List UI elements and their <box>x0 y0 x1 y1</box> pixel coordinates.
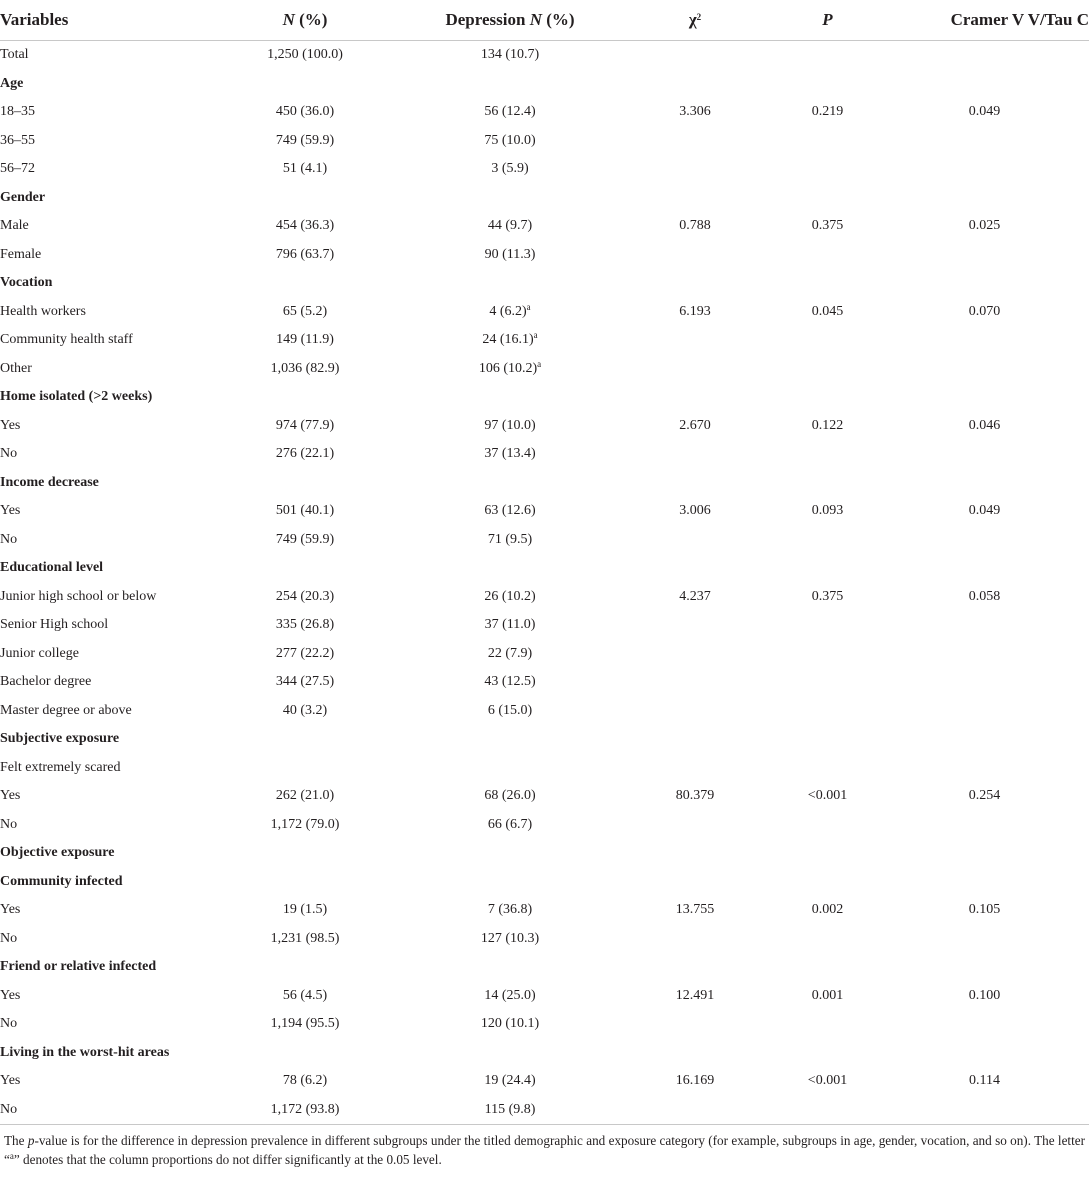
cell-depression: 68 (26.0) <box>484 788 536 804</box>
section-header-row <box>0 469 1089 498</box>
table-row <box>0 668 1089 697</box>
cell-chi-square <box>615 1096 775 1125</box>
cell-cramer-v <box>880 811 1089 840</box>
cell-n-pct <box>205 754 405 783</box>
cell-chi-square: 3.006 <box>679 503 711 519</box>
cell-chi-square <box>615 269 775 298</box>
cell-p-value: <0.001 <box>807 1073 848 1089</box>
footnote-marker: a <box>526 301 531 312</box>
header-n-pct: N (%) <box>205 0 405 41</box>
cell-variable: Age <box>0 75 24 91</box>
cell-n-pct <box>205 953 405 982</box>
cell-chi-square: 4.237 <box>679 588 711 604</box>
cell-variable: Bachelor degree <box>0 674 92 690</box>
cell-depression <box>405 1039 615 1068</box>
cell-n-pct: 749 (59.9) <box>275 132 335 148</box>
cell-n-pct: 51 (4.1) <box>282 161 328 177</box>
table-row <box>0 298 1089 327</box>
cell-p-value: 0.045 <box>811 303 844 319</box>
cell-cramer-v <box>880 554 1089 583</box>
header-row <box>0 0 1089 41</box>
section-header-row <box>0 839 1089 868</box>
cell-depression: 7 (36.8) <box>487 902 533 918</box>
cell-depression: 120 (10.1) <box>480 1016 540 1032</box>
cell-p-value: <0.001 <box>807 788 848 804</box>
cell-p-value: 0.002 <box>811 902 844 918</box>
cell-cramer-v: 0.049 <box>968 104 1001 120</box>
cell-chi-square: 12.491 <box>675 987 715 1003</box>
cell-variable: Yes <box>0 987 21 1003</box>
cell-depression: 43 (12.5) <box>484 674 536 690</box>
cell-n-pct: 56 (4.5) <box>282 987 328 1003</box>
cell-cramer-v <box>880 611 1089 640</box>
cell-chi-square <box>615 754 775 783</box>
table-row <box>0 212 1089 241</box>
section-header-row <box>0 70 1089 99</box>
cell-cramer-v: 0.254 <box>968 788 1001 804</box>
cell-p-value <box>775 925 880 954</box>
table-row <box>0 782 1089 811</box>
cell-variable: Living in the worst-hit areas <box>0 1044 170 1060</box>
cell-variable: Objective exposure <box>0 845 115 861</box>
cell-p-value <box>775 70 880 99</box>
cell-chi-square: 13.755 <box>675 902 715 918</box>
cell-p-value <box>775 326 880 355</box>
cell-variable: Yes <box>0 503 21 519</box>
cell-n-pct: 254 (20.3) <box>275 588 335 604</box>
cell-cramer-v: 0.100 <box>968 987 1001 1003</box>
cell-variable: Community health staff <box>0 332 133 348</box>
cell-n-pct: 78 (6.2) <box>282 1073 328 1089</box>
cell-n-pct: 450 (36.0) <box>275 104 335 120</box>
cell-variable: Other <box>0 360 32 376</box>
cell-cramer-v <box>880 526 1089 555</box>
cell-n-pct: 1,172 (79.0) <box>270 816 340 832</box>
cell-cramer-v <box>880 868 1089 897</box>
cell-n-pct <box>205 70 405 99</box>
table-row <box>0 497 1089 526</box>
cell-variable: Master degree or above <box>0 702 132 718</box>
table-row <box>0 412 1089 441</box>
cell-n-pct: 335 (26.8) <box>275 617 335 633</box>
cell-p-value <box>775 269 880 298</box>
cell-depression: 75 (10.0) <box>484 132 536 148</box>
cell-chi-square <box>615 839 775 868</box>
cell-p-value <box>775 1096 880 1125</box>
cell-variable: No <box>0 446 18 462</box>
cell-depression: 3 (5.9) <box>491 161 529 177</box>
cell-p-value <box>775 241 880 270</box>
cell-depression: 22 (7.9) <box>487 645 533 661</box>
cell-n-pct: 1,036 (82.9) <box>270 360 340 376</box>
cell-chi-square <box>615 41 775 70</box>
header-chi-square: $\chi^2$ <box>615 0 775 41</box>
table-row <box>0 41 1089 70</box>
cell-chi-square: 16.169 <box>675 1073 715 1089</box>
cell-chi-square <box>615 1010 775 1039</box>
table-row <box>0 1067 1089 1096</box>
cell-variable: 18–35 <box>0 104 35 120</box>
cell-variable: Vocation <box>0 275 53 291</box>
cell-depression <box>405 725 615 754</box>
table-row <box>0 155 1089 184</box>
table-row <box>0 611 1089 640</box>
table-row <box>0 1096 1089 1125</box>
cell-variable: Female <box>0 246 42 262</box>
cell-cramer-v <box>880 668 1089 697</box>
cell-n-pct: 501 (40.1) <box>275 503 335 519</box>
cell-variable: No <box>0 1016 18 1032</box>
cell-variable: Friend or relative infected <box>0 959 157 975</box>
footnote-marker: a <box>537 358 542 369</box>
cell-chi-square <box>615 554 775 583</box>
table-row <box>0 440 1089 469</box>
cell-p-value <box>775 1039 880 1068</box>
cell-n-pct: 149 (11.9) <box>276 332 334 348</box>
footnote-marker: a <box>533 330 538 341</box>
cell-cramer-v <box>880 241 1089 270</box>
cell-cramer-v <box>880 697 1089 726</box>
cell-cramer-v <box>880 127 1089 156</box>
cell-cramer-v: 0.025 <box>968 218 1001 234</box>
cell-n-pct: 65 (5.2) <box>282 303 328 319</box>
section-header-row <box>0 383 1089 412</box>
cell-chi-square <box>615 155 775 184</box>
cell-depression: 37 (13.4) <box>484 446 536 462</box>
cell-chi-square: 0.788 <box>679 218 711 234</box>
cell-chi-square <box>615 469 775 498</box>
cell-cramer-v <box>880 725 1089 754</box>
cell-cramer-v <box>880 1096 1089 1125</box>
cell-p-value <box>775 953 880 982</box>
cell-variable: Junior high school or below <box>0 588 157 604</box>
cell-chi-square: 80.379 <box>675 788 715 804</box>
cell-depression <box>405 469 615 498</box>
cell-cramer-v <box>880 953 1089 982</box>
cell-n-pct <box>205 868 405 897</box>
cell-depression: 106 $(10.2)^a$ <box>478 358 542 376</box>
cell-variable: 56–72 <box>0 161 35 177</box>
section-header-row <box>0 1039 1089 1068</box>
cell-cramer-v <box>880 383 1089 412</box>
cell-cramer-v: 0.070 <box>968 303 1001 319</box>
cell-cramer-v: 0.058 <box>968 588 1001 604</box>
section-header-row <box>0 868 1089 897</box>
cell-depression: 90 (11.3) <box>484 246 536 262</box>
cell-n-pct: 276 (22.1) <box>275 446 335 462</box>
table-row <box>0 640 1089 669</box>
table-row <box>0 982 1089 1011</box>
cell-chi-square <box>615 526 775 555</box>
cell-p-value <box>775 155 880 184</box>
cell-depression: 97 (10.0) <box>484 417 536 433</box>
cell-cramer-v <box>880 355 1089 384</box>
cell-chi-square <box>615 326 775 355</box>
cell-n-pct: 262 (21.0) <box>275 788 335 804</box>
cell-depression: 19 (24.4) <box>484 1073 536 1089</box>
table-row <box>0 896 1089 925</box>
cell-p-value <box>775 554 880 583</box>
cell-chi-square <box>615 725 775 754</box>
table-row <box>0 98 1089 127</box>
cell-chi-square <box>615 440 775 469</box>
cell-chi-square <box>615 668 775 697</box>
cell-p-value <box>775 611 880 640</box>
cell-cramer-v <box>880 184 1089 213</box>
cell-n-pct: 1,231 (98.5) <box>270 930 340 946</box>
cell-p-value: 0.001 <box>811 987 844 1003</box>
table-footnote: The p-value is for the difference in depression prevalence in different subgroups under the titled demographic and exposure category (for example, subgroups in age, gender, vocation, and so on). The letter “$^a$” denotes that the column proportions do not differ significantly at the 0.05 level. <box>4 1133 1086 1167</box>
cell-n-pct <box>205 469 405 498</box>
cell-p-value <box>775 184 880 213</box>
cell-variable: Income decrease <box>0 474 99 490</box>
cell-depression <box>405 953 615 982</box>
cell-p-value: 0.375 <box>811 218 844 234</box>
cell-chi-square <box>615 953 775 982</box>
cell-p-value <box>775 469 880 498</box>
cell-variable: Community infected <box>0 873 123 889</box>
cell-p-value <box>775 697 880 726</box>
cell-variable: Male <box>0 218 29 234</box>
cell-depression <box>405 184 615 213</box>
cell-chi-square <box>615 241 775 270</box>
cell-cramer-v: 0.049 <box>968 503 1001 519</box>
cell-variable: Total <box>0 47 29 63</box>
subsection-label-row <box>0 754 1089 783</box>
cell-chi-square <box>615 184 775 213</box>
cell-n-pct <box>205 839 405 868</box>
cell-n-pct: 454 (36.3) <box>275 218 335 234</box>
cell-p-value <box>775 725 880 754</box>
cell-cramer-v <box>880 839 1089 868</box>
cell-cramer-v: 0.114 <box>969 1073 1000 1089</box>
table-row <box>0 326 1089 355</box>
cell-variable: Gender <box>0 189 46 205</box>
cell-depression: 127 (10.3) <box>480 930 540 946</box>
cell-variable: Health workers <box>0 303 86 319</box>
cell-chi-square: 2.670 <box>679 417 711 433</box>
cell-p-value <box>775 440 880 469</box>
cell-p-value <box>775 754 880 783</box>
cell-n-pct: 40 (3.2) <box>282 702 328 718</box>
cell-cramer-v <box>880 326 1089 355</box>
cell-cramer-v <box>880 70 1089 99</box>
cell-variable: Home isolated (>2 weeks) <box>0 389 153 405</box>
table-row <box>0 1010 1089 1039</box>
cell-chi-square <box>615 925 775 954</box>
cell-depression <box>405 554 615 583</box>
table-row <box>0 241 1089 270</box>
cell-depression: 24 $(16.1)^a$ <box>482 330 538 348</box>
cell-depression <box>405 754 615 783</box>
cell-depression: 63 (12.6) <box>484 503 536 519</box>
cell-variable: No <box>0 930 18 946</box>
cell-depression: 71 (9.5) <box>487 531 533 547</box>
cell-depression <box>405 868 615 897</box>
cell-cramer-v: 0.046 <box>968 417 1001 433</box>
cell-variable: Yes <box>0 417 21 433</box>
header-variables: Variables <box>0 0 205 41</box>
cell-p-value: 0.093 <box>811 503 844 519</box>
cell-p-value <box>775 526 880 555</box>
cell-depression: 66 (6.7) <box>487 816 533 832</box>
cell-variable: Senior High school <box>0 617 109 633</box>
cell-cramer-v <box>880 440 1089 469</box>
cell-variable: No <box>0 531 18 547</box>
section-header-row <box>0 953 1089 982</box>
cell-n-pct: 796 (63.7) <box>275 246 335 262</box>
cell-p-value <box>775 811 880 840</box>
cell-p-value: 0.122 <box>811 417 844 433</box>
cell-chi-square <box>615 355 775 384</box>
cell-n-pct <box>205 383 405 412</box>
cell-chi-square <box>615 811 775 840</box>
cell-variable: Yes <box>0 1073 21 1089</box>
cell-depression <box>405 839 615 868</box>
cell-depression: 4 $(6.2)^a$ <box>489 301 531 319</box>
cell-p-value <box>775 839 880 868</box>
cell-n-pct: 277 (22.2) <box>275 645 335 661</box>
table-row <box>0 697 1089 726</box>
cell-depression: 134 (10.7) <box>480 47 540 63</box>
cell-cramer-v <box>880 1010 1089 1039</box>
cell-depression <box>405 383 615 412</box>
cell-depression: 56 (12.4) <box>484 104 536 120</box>
cell-variable: Yes <box>0 902 21 918</box>
cell-p-value <box>775 640 880 669</box>
cell-variable: Yes <box>0 788 21 804</box>
table-row <box>0 811 1089 840</box>
cell-chi-square <box>615 1039 775 1068</box>
cell-cramer-v <box>880 754 1089 783</box>
section-header-row <box>0 725 1089 754</box>
cell-n-pct <box>205 269 405 298</box>
cell-depression <box>405 70 615 99</box>
cell-chi-square <box>615 868 775 897</box>
cell-depression: 26 (10.2) <box>484 588 536 604</box>
cell-variable: No <box>0 816 18 832</box>
cell-depression: 44 (9.7) <box>487 218 533 234</box>
cell-depression: 6 (15.0) <box>487 702 533 718</box>
cell-variable: Educational level <box>0 560 104 576</box>
cell-p-value: 0.375 <box>811 588 844 604</box>
section-header-row <box>0 554 1089 583</box>
cell-p-value <box>775 868 880 897</box>
cell-p-value <box>775 355 880 384</box>
table-row <box>0 925 1089 954</box>
cell-n-pct <box>205 184 405 213</box>
table-row <box>0 583 1089 612</box>
cell-chi-square: 3.306 <box>679 104 711 120</box>
cell-p-value: 0.219 <box>811 104 844 120</box>
cell-cramer-v <box>880 155 1089 184</box>
cell-p-value <box>775 383 880 412</box>
cell-n-pct: 344 (27.5) <box>275 674 335 690</box>
cell-cramer-v: 0.105 <box>968 902 1001 918</box>
cell-cramer-v <box>880 469 1089 498</box>
cell-p-value <box>775 1010 880 1039</box>
table-row <box>0 355 1089 384</box>
header-depression: Depression N (%) <box>405 0 615 41</box>
table-row <box>0 127 1089 156</box>
section-header-row <box>0 269 1089 298</box>
cell-cramer-v <box>880 269 1089 298</box>
cell-n-pct <box>205 725 405 754</box>
cell-depression <box>405 269 615 298</box>
cell-chi-square <box>615 127 775 156</box>
header-cramer: Cramer V V/Tau C <box>880 0 1089 41</box>
cell-n-pct: 1,250 (100.0) <box>267 47 343 63</box>
cell-cramer-v <box>880 925 1089 954</box>
cell-n-pct: 19 (1.5) <box>282 902 328 918</box>
cell-variable: Felt extremely scared <box>0 759 121 775</box>
section-header-row <box>0 184 1089 213</box>
cell-p-value <box>775 668 880 697</box>
cell-n-pct: 1,194 (95.5) <box>270 1016 340 1032</box>
cell-p-value <box>775 127 880 156</box>
cell-n-pct <box>205 1039 405 1068</box>
cell-variable: Junior college <box>0 645 79 661</box>
cell-n-pct: 749 (59.9) <box>275 531 335 547</box>
cell-p-value <box>775 41 880 70</box>
cell-depression: 37 (11.0) <box>484 617 536 633</box>
cell-chi-square <box>615 70 775 99</box>
cell-variable: Subjective exposure <box>0 731 120 747</box>
cell-n-pct <box>205 554 405 583</box>
table-row <box>0 526 1089 555</box>
cell-depression: 115 (9.8) <box>405 1096 615 1125</box>
cell-cramer-v <box>880 41 1089 70</box>
cell-chi-square <box>615 383 775 412</box>
header-p: P <box>775 0 880 41</box>
cell-n-pct: 974 (77.9) <box>275 417 335 433</box>
cell-cramer-v <box>880 1039 1089 1068</box>
cell-chi-square <box>615 611 775 640</box>
cell-cramer-v <box>880 640 1089 669</box>
cell-variable: 36–55 <box>0 132 35 148</box>
cell-chi-square <box>615 697 775 726</box>
cell-chi-square: 6.193 <box>679 303 711 319</box>
cell-n-pct: 1,172 (93.8) <box>205 1096 405 1125</box>
cell-variable: No <box>0 1096 205 1125</box>
cell-depression: 14 (25.0) <box>484 987 536 1003</box>
cell-chi-square <box>615 640 775 669</box>
